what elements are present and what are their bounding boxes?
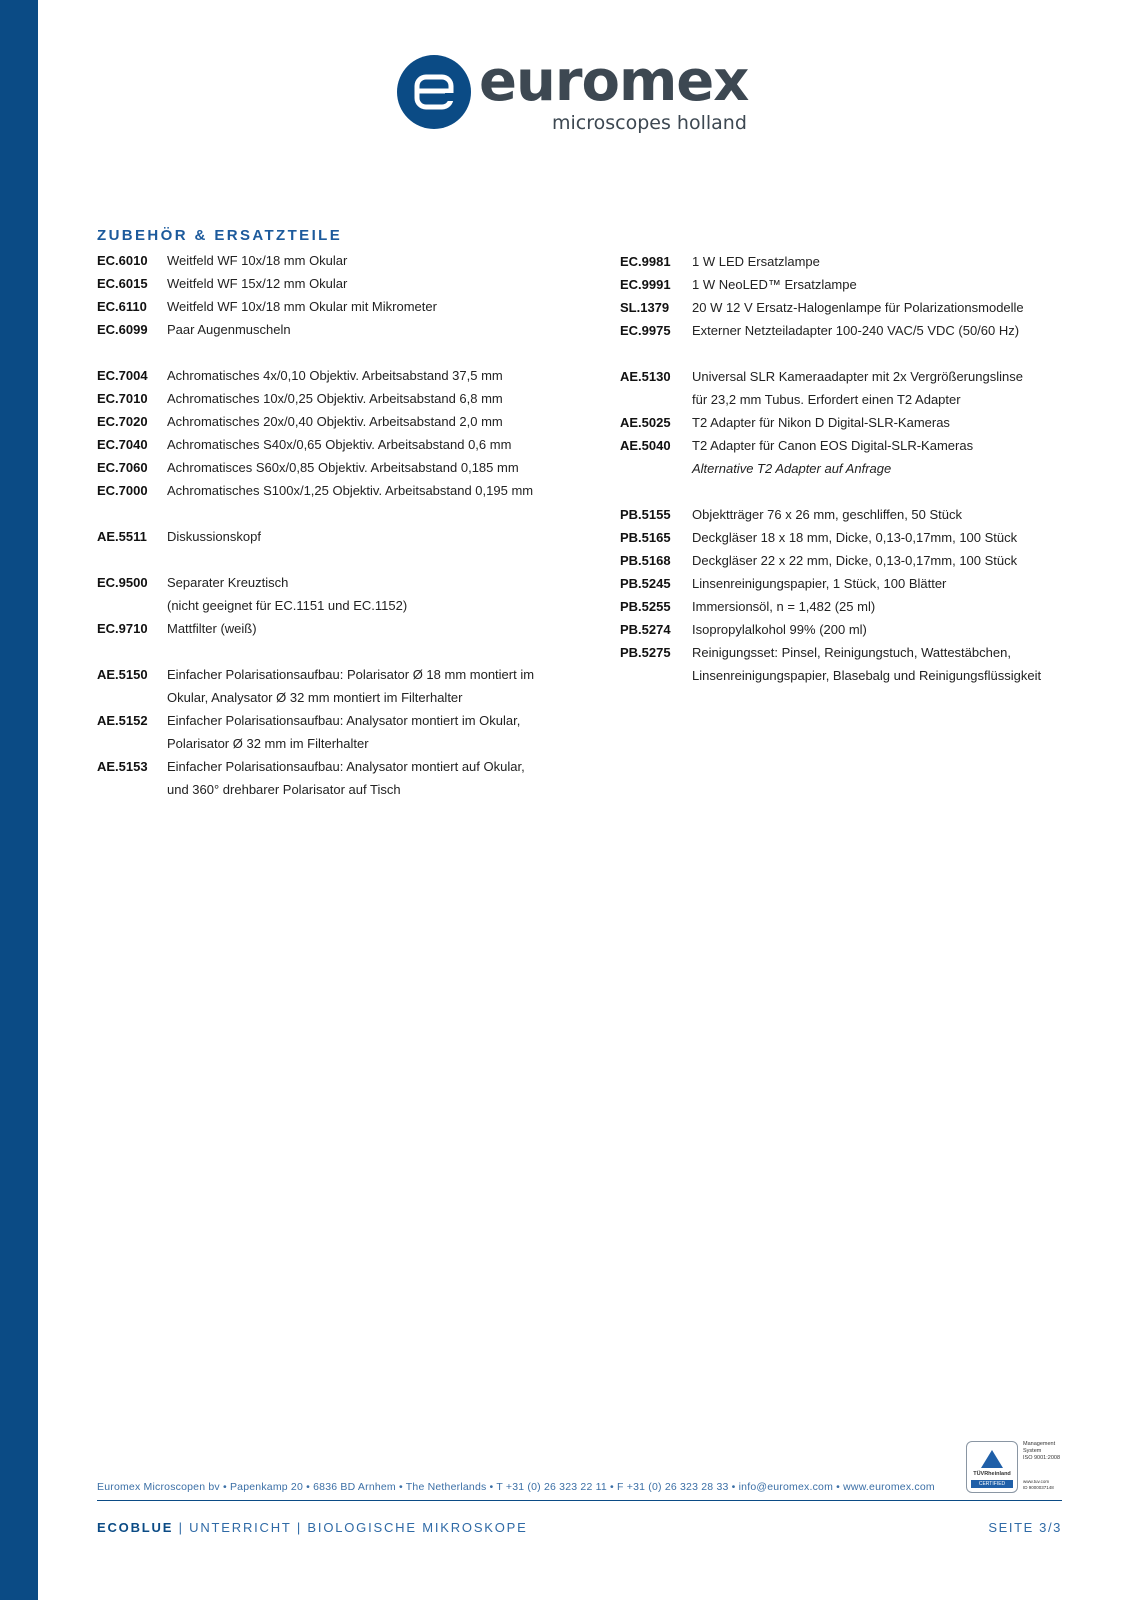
article-code: EC.6099 (97, 322, 148, 337)
logo-emblem (397, 55, 471, 129)
article-description (692, 549, 1080, 572)
description-line: Okular, Analysator Ø 32 mm montiert im Filterhalter (167, 690, 463, 705)
brand-name: euromex (479, 49, 749, 114)
description-line: Universal SLR Kameraadapter mit 2x Vergrößerungslinse (692, 369, 1023, 384)
accessory-item (620, 250, 1080, 273)
article-code: AE.5040 (620, 438, 671, 453)
cert-line-2: System (1023, 1448, 1042, 1454)
description-line: Weitfeld WF 10x/18 mm Okular mit Mikrometer (167, 299, 437, 314)
euromex-logo (397, 49, 749, 135)
page-number: SEITE 3/3 (988, 1520, 1062, 1535)
article-description (692, 641, 1080, 687)
cert-line-3: ISO 9001:2008 (1023, 1455, 1061, 1461)
accessory-item (97, 709, 567, 755)
description-line: 1 W NeoLED™ Ersatzlampe (692, 277, 857, 292)
article-code: PB.5274 (620, 622, 671, 637)
accessory-item (97, 456, 567, 479)
footer-address: Euromex Microscopen bv • Papenkamp 20 • 6836 BD Arnhem • The Netherlands • T +31 (0) 26 323 22 11 • F +31 (0) 26 323 28 33 • info@euromex.com • www.euromex.com (97, 1481, 935, 1493)
accessory-item (620, 457, 1080, 480)
accessory-item (97, 272, 567, 295)
article-code: AE.5150 (97, 667, 148, 682)
group-spacer (97, 640, 567, 663)
article-description (167, 364, 567, 387)
article-code: AE.5511 (97, 529, 147, 544)
tuv-badge-label: CERTIFIED (971, 1480, 1013, 1488)
article-description (692, 618, 1080, 641)
cert-line-1: Management (1023, 1441, 1056, 1447)
certification-id (1023, 1479, 1083, 1491)
accessory-item (97, 364, 567, 387)
footer-divider (97, 1500, 1062, 1501)
article-description (167, 617, 567, 640)
article-code: AE.5153 (97, 759, 148, 774)
accessory-item (97, 433, 567, 456)
article-description (692, 572, 1080, 595)
tuv-badge-name: TÜVRheinland (973, 1471, 1011, 1477)
accessory-item (97, 410, 567, 433)
accessory-item (97, 571, 567, 617)
description-line: Externer Netzteiladapter 100-240 VAC/5 VDC (50/60 Hz) (692, 323, 1020, 338)
article-description (167, 387, 567, 410)
description-line: 1 W LED Ersatzlampe (692, 254, 820, 269)
article-code: AE.5152 (97, 713, 148, 728)
description-line: Linsenreinigungspapier, Blasebalg und Reinigungsflüssigkeit (692, 668, 1042, 683)
article-code: EC.9975 (620, 323, 671, 338)
article-description (167, 249, 567, 272)
article-description (692, 503, 1080, 526)
article-code: AE.5025 (620, 415, 671, 430)
group-spacer (97, 341, 567, 364)
description-line: Einfacher Polarisationsaufbau: Analysator montiert auf Okular, (167, 759, 525, 774)
description-line: Polarisator Ø 32 mm im Filterhalter (167, 736, 369, 751)
accessory-item (620, 411, 1080, 434)
article-code: PB.5275 (620, 645, 671, 660)
description-line: Weitfeld WF 10x/18 mm Okular (167, 253, 348, 268)
accessory-item (97, 755, 567, 801)
article-code: PB.5155 (620, 507, 671, 522)
article-description (167, 755, 567, 801)
article-code: SL.1379 (620, 300, 670, 315)
cert-line-4: www.tuv.com (1023, 1479, 1050, 1484)
description-line: Immersionsöl, n = 1,482 (25 ml) (692, 599, 876, 614)
tuv-triangle-icon (981, 1450, 1003, 1468)
article-code: EC.7010 (97, 391, 148, 406)
description-line: Einfacher Polarisationsaufbau: Polarisator Ø 18 mm montiert im (167, 667, 535, 682)
accessory-item (97, 249, 567, 272)
article-description (692, 250, 1080, 273)
footer-series (97, 1520, 528, 1535)
description-line: Isopropylalkohol 99% (200 ml) (692, 622, 867, 637)
series-brand: ECOBLUE (97, 1520, 174, 1535)
description-line: Objektträger 76 x 26 mm, geschliffen, 50 Stück (692, 507, 963, 522)
description-line: Weitfeld WF 15x/12 mm Okular (167, 276, 348, 291)
article-code: EC.6110 (97, 299, 147, 314)
description-line: Alternative T2 Adapter auf Anfrage (692, 461, 892, 476)
article-code: EC.9991 (620, 277, 671, 292)
description-line: Deckgläser 18 x 18 mm, Dicke, 0,13-0,17mm, 100 Stück (692, 530, 1018, 545)
accessory-list-right (620, 250, 1080, 687)
article-description (692, 411, 1080, 434)
accessory-item (620, 549, 1080, 572)
description-line: Diskussionskopf (167, 529, 261, 544)
article-description (167, 709, 567, 755)
accessory-item (620, 618, 1080, 641)
description-line: Linsenreinigungspapier, 1 Stück, 100 Blätter (692, 576, 947, 591)
accessory-list-left (97, 249, 567, 801)
accessory-item (97, 663, 567, 709)
accessory-item (97, 617, 567, 640)
description-line: Einfacher Polarisationsaufbau: Analysator montiert im Okular, (167, 713, 521, 728)
article-description (692, 319, 1080, 342)
description-line: Mattfilter (weiß) (167, 621, 257, 636)
article-code: EC.9981 (620, 254, 671, 269)
accessory-item (97, 318, 567, 341)
description-line: Achromatisches S100x/1,25 Objektiv. Arbeitsabstand 0,195 mm (167, 483, 534, 498)
accessory-item (620, 296, 1080, 319)
accessory-item (97, 387, 567, 410)
article-code: EC.7020 (97, 414, 148, 429)
description-line: für 23,2 mm Tubus. Erfordert einen T2 Adapter (692, 392, 961, 407)
description-line: Achromatisches 4x/0,10 Objektiv. Arbeitsabstand 37,5 mm (167, 368, 503, 383)
article-code: PB.5168 (620, 553, 671, 568)
side-accent-bar (0, 0, 38, 1600)
accessory-item (620, 641, 1080, 687)
article-description (167, 433, 567, 456)
article-description (167, 318, 567, 341)
accessory-item (620, 595, 1080, 618)
description-line: (nicht geeignet für EC.1151 und EC.1152) (167, 598, 408, 613)
article-code: EC.7060 (97, 460, 148, 475)
description-line: Achromatisches S40x/0,65 Objektiv. Arbeitsabstand 0,6 mm (167, 437, 512, 452)
article-code: EC.7004 (97, 368, 148, 383)
accessory-item (620, 572, 1080, 595)
tuv-certification-badge (966, 1441, 1018, 1493)
article-description (167, 410, 567, 433)
description-line: Paar Augenmuscheln (167, 322, 291, 337)
article-code: AE.5130 (620, 369, 671, 384)
article-description (167, 272, 567, 295)
article-description (167, 295, 567, 318)
article-code: PB.5165 (620, 530, 671, 545)
accessory-item (97, 479, 567, 502)
article-description (692, 296, 1080, 319)
cert-line-5: ID 9000037148 (1023, 1485, 1054, 1490)
article-code: EC.7040 (97, 437, 148, 452)
article-description (167, 663, 567, 709)
group-spacer (97, 502, 567, 525)
article-description (692, 273, 1080, 296)
group-spacer (97, 548, 567, 571)
description-line: Separater Kreuztisch (167, 575, 289, 590)
article-code: EC.9710 (97, 621, 148, 636)
description-line: Achromatisches 10x/0,25 Objektiv. Arbeitsabstand 6,8 mm (167, 391, 503, 406)
certification-text (1023, 1441, 1083, 1462)
article-description (692, 526, 1080, 549)
description-line: T2 Adapter für Nikon D Digital-SLR-Kameras (692, 415, 950, 430)
article-description (167, 456, 567, 479)
accessory-item (97, 525, 567, 548)
article-description (167, 525, 567, 548)
description-line: Reinigungsset: Pinsel, Reinigungstuch, Wattestäbchen, (692, 645, 1011, 660)
article-code: EC.9500 (97, 575, 148, 590)
description-line: und 360° drehbarer Polarisator auf Tisch (167, 782, 401, 797)
logo-e-icon (397, 55, 471, 129)
accessory-item (620, 273, 1080, 296)
description-line: Deckgläser 22 x 22 mm, Dicke, 0,13-0,17mm, 100 Stück (692, 553, 1018, 568)
brand-tagline: microscopes holland (552, 112, 747, 134)
article-description (167, 479, 567, 502)
article-code: EC.6015 (97, 276, 148, 291)
series-category: | UNTERRICHT | BIOLOGISCHE MIKROSKOPE (173, 1520, 528, 1535)
accessory-item (620, 365, 1080, 411)
group-spacer (620, 480, 1080, 503)
description-line: 20 W 12 V Ersatz-Halogenlampe für Polarizationsmodelle (692, 300, 1024, 315)
article-description (167, 571, 567, 617)
article-description (692, 457, 1080, 480)
article-code: EC.6010 (97, 253, 148, 268)
description-line: Achromatisces S60x/0,85 Objektiv. Arbeitsabstand 0,185 mm (167, 460, 519, 475)
description-line: T2 Adapter für Canon EOS Digital-SLR-Kameras (692, 438, 974, 453)
article-code: PB.5255 (620, 599, 671, 614)
accessory-item (620, 503, 1080, 526)
article-code: PB.5245 (620, 576, 671, 591)
group-spacer (620, 342, 1080, 365)
article-description (692, 365, 1080, 411)
accessory-item (620, 319, 1080, 342)
description-line: Achromatisches 20x/0,40 Objektiv. Arbeitsabstand 2,0 mm (167, 414, 503, 429)
section-title: ZUBEHÖR & ERSATZTEILE (97, 227, 343, 244)
article-description (692, 595, 1080, 618)
accessory-item (620, 526, 1080, 549)
article-code: EC.7000 (97, 483, 148, 498)
accessory-item (97, 295, 567, 318)
accessory-item (620, 434, 1080, 457)
article-description (692, 434, 1080, 457)
